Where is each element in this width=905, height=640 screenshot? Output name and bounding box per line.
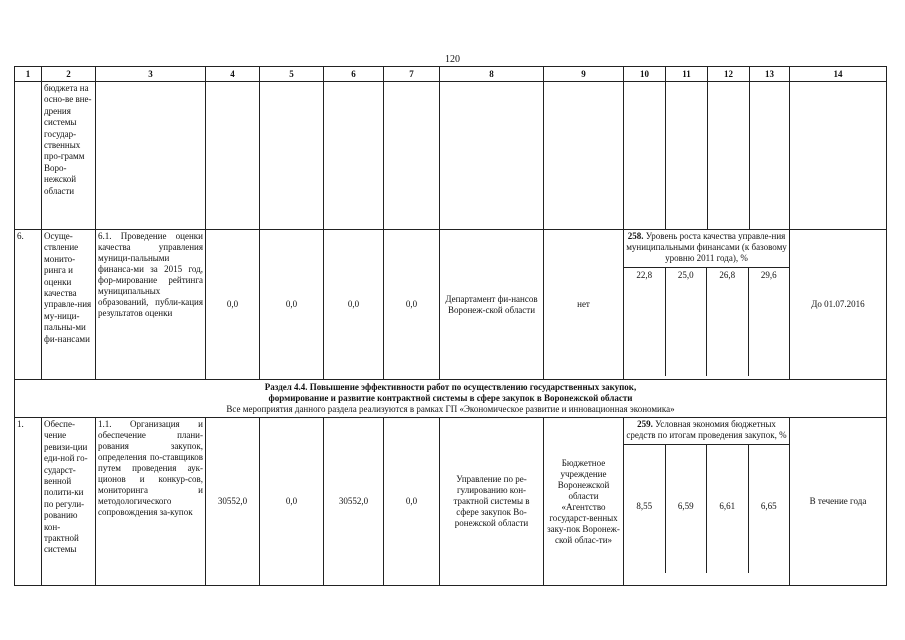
- measure-name: Осуще-ствление монито-ринга и оценки качества управле-ния му-ници-пальны-ми фи-нансами: [42, 230, 96, 380]
- indicator-title: [624, 230, 789, 268]
- table-row: [15, 230, 887, 380]
- indicator-value: 29,6: [760, 270, 777, 280]
- header-cell: 2: [42, 67, 96, 82]
- indicator-values: [624, 445, 789, 573]
- funding-value: 0,0: [384, 418, 440, 586]
- section-note: Все мероприятия данного раздела реализуются в рамках ГП «Экономическое развитие и инновационная экономика»: [226, 404, 675, 414]
- funding-value: 30552,0: [206, 418, 260, 586]
- indicator-value: 8,55: [624, 445, 666, 573]
- header-cell: 13: [750, 67, 790, 82]
- page-number: 120: [445, 54, 460, 65]
- section-row: [15, 380, 887, 418]
- table-row: [15, 82, 887, 230]
- participant: нет: [544, 230, 624, 380]
- section-header: [15, 380, 887, 418]
- row-number: 1.: [15, 418, 42, 586]
- indicator-value: 6,65: [760, 501, 777, 511]
- indicator-text: Уровень роста качества управле-ния муниципальными финансами (к базовому уровню 2011 года), %: [626, 231, 787, 263]
- deadline: В течение года: [790, 418, 887, 586]
- measures-table: [14, 66, 887, 586]
- measure-name: Обеспе-чение ревизи-ции еди-ной го-сударст-венной полити-ки по регули-рованию кон-трактной системы: [42, 418, 96, 586]
- header-row: [15, 67, 887, 82]
- executor: Управление по ре-гулированию кон-трактной системы в сфере закупок Во-ронежской области: [440, 418, 544, 586]
- funding-value: 0,0: [206, 230, 260, 380]
- activity-description: 6.1. Проведение оценки качества управления муници-пальными финанса-ми за 2015 год, фор-мирование рейтинга муниципальных образований, публи-кация результатов оценки: [96, 230, 206, 380]
- indicator-number: 258.: [627, 231, 644, 241]
- indicator-values: [624, 268, 789, 376]
- activity-description: 1.1. Организация и обеспечение плани-рования закупок, определения по-ставщиков путем проведения аук-ционов и конкур-сов, мониторинга и методологического сопровождения за-купок: [96, 418, 206, 586]
- indicator-value: 6,59: [666, 445, 708, 573]
- indicator-cell: [624, 230, 790, 380]
- indicator-value: 6,61: [707, 445, 749, 573]
- section-title-line2: формирование и развитие контрактной системы в сфере закупок в Воронежской области: [268, 393, 633, 403]
- header-cell: 12: [708, 67, 750, 82]
- indicator-value: 26,8: [707, 268, 749, 376]
- header-cell: 6: [324, 67, 384, 82]
- funding-value: 0,0: [260, 418, 324, 586]
- funding-value: 0,0: [384, 230, 440, 380]
- header-cell: 8: [440, 67, 544, 82]
- header-cell: 14: [790, 67, 887, 82]
- funding-value: 30552,0: [324, 418, 384, 586]
- header-cell: 1: [15, 67, 42, 82]
- header-cell: 4: [206, 67, 260, 82]
- row-number: 6.: [15, 230, 42, 380]
- funding-value: 0,0: [260, 230, 324, 380]
- header-cell: 11: [666, 67, 708, 82]
- funding-value: 0,0: [324, 230, 384, 380]
- indicator-title: [624, 418, 789, 445]
- header-cell: 9: [544, 67, 624, 82]
- indicator-text: Условная экономия бюджетных средств по итогам проведения закупок, %: [626, 419, 787, 440]
- indicator-value: 22,8: [624, 268, 666, 376]
- section-title-line1: Раздел 4.4. Повышение эффективности работ по осуществлению государственных закупок,: [264, 382, 637, 392]
- participant: Бюджетное учреждение Воронежской области «Агентство государст-венных заку-пок Воронеж-ской облас-ти»: [544, 418, 624, 586]
- header-cell: 7: [384, 67, 440, 82]
- indicator-cell: [624, 418, 790, 586]
- header-cell: 3: [96, 67, 206, 82]
- deadline: До 01.07.2016: [790, 230, 887, 380]
- indicator-value: 25,0: [666, 268, 708, 376]
- measure-name-continued: бюджета на осно-ве вне-дрения системы государ-ственных про-грамм Воро-нежской области: [42, 82, 96, 230]
- table-row: [15, 418, 887, 586]
- header-cell: 10: [624, 67, 666, 82]
- indicator-number: 259.: [637, 419, 653, 429]
- header-cell: 5: [260, 67, 324, 82]
- executor: Департамент фи-нансов Воронеж-ской области: [440, 230, 544, 380]
